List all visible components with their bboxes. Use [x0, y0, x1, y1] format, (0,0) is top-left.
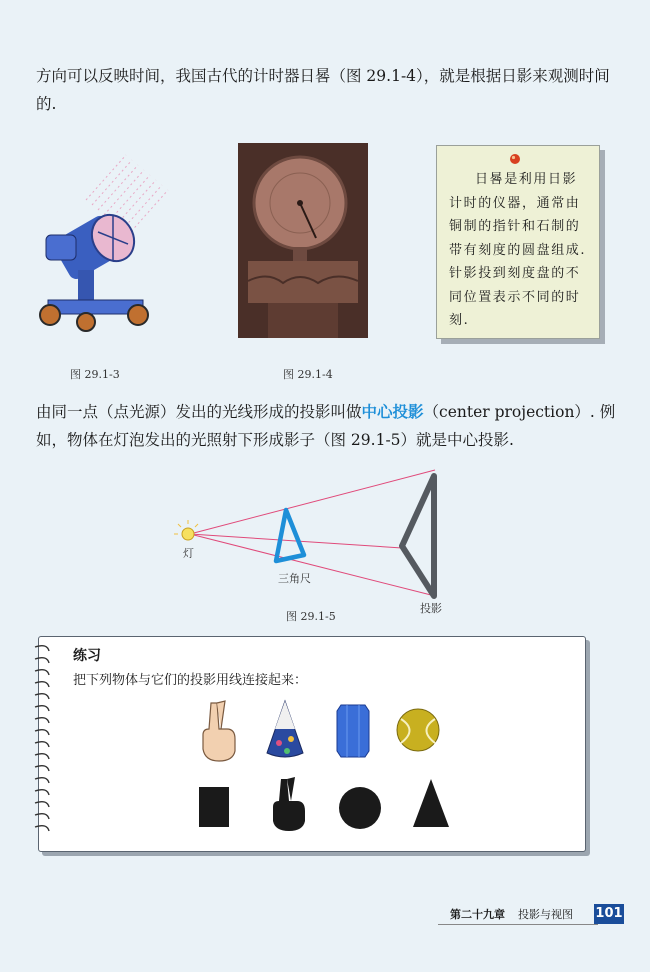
text-after: （center projection）. 例如，物体在灯泡发出的光照射下形成影子（图 29.1-5）就是中心投影. — [36, 403, 616, 449]
note-text: 日晷是利用日影计时的仪器，通常由铜制的指针和石制的带有刻度的圆盘组成.针影投到刻度盘的不同位置表示不同的时刻. — [449, 172, 587, 328]
hand-shadow-icon — [267, 777, 307, 833]
page-number: 101 — [594, 904, 624, 924]
shadow-label: 投影 — [420, 602, 442, 615]
crossed-fingers-hand-icon — [197, 699, 241, 763]
exercise-box — [38, 636, 586, 852]
lamp-label: 灯 — [183, 547, 194, 560]
highlight-term: 中心投影 — [361, 403, 424, 421]
figure-caption: 图 29.1-4 — [283, 368, 333, 381]
figure-caption: 图 29.1-3 — [70, 368, 120, 381]
telescope-illustration — [28, 150, 178, 350]
sundial-note — [436, 145, 600, 339]
ruler-label: 三角尺 — [278, 572, 311, 585]
tennis-ball-icon — [395, 707, 441, 753]
triangle-shadow-icon — [411, 777, 451, 829]
sundial-photo — [238, 143, 368, 338]
paragraph-intro: 方向可以反映时间，我国古代的计时器日晷（图 29.1-4），就是根据日影来观测时间的. — [36, 67, 610, 113]
spiral-binding-icon — [31, 643, 55, 843]
footer-title: 投影与视图 — [518, 908, 573, 921]
hexagonal-prism-icon — [335, 699, 371, 759]
exercise-title: 练习 — [73, 648, 101, 664]
pushpin-icon — [509, 153, 521, 165]
footer-chapter: 第二十九章 — [450, 908, 505, 921]
party-hat-cone-icon — [265, 699, 305, 763]
footer-divider — [438, 924, 598, 925]
paragraph-central-projection — [36, 398, 616, 454]
text-before: 由同一点（点光源）发出的光线形成的投影叫做 — [36, 403, 362, 421]
lightbulb-icon — [182, 528, 194, 540]
figure-caption: 图 29.1-5 — [286, 610, 336, 623]
page-footer — [438, 904, 624, 924]
square-shadow-icon — [197, 785, 231, 829]
circle-shadow-icon — [337, 785, 383, 831]
exercise-instruction: 把下列物体与它们的投影用线连接起来： — [73, 673, 308, 688]
central-projection-diagram — [170, 462, 470, 622]
